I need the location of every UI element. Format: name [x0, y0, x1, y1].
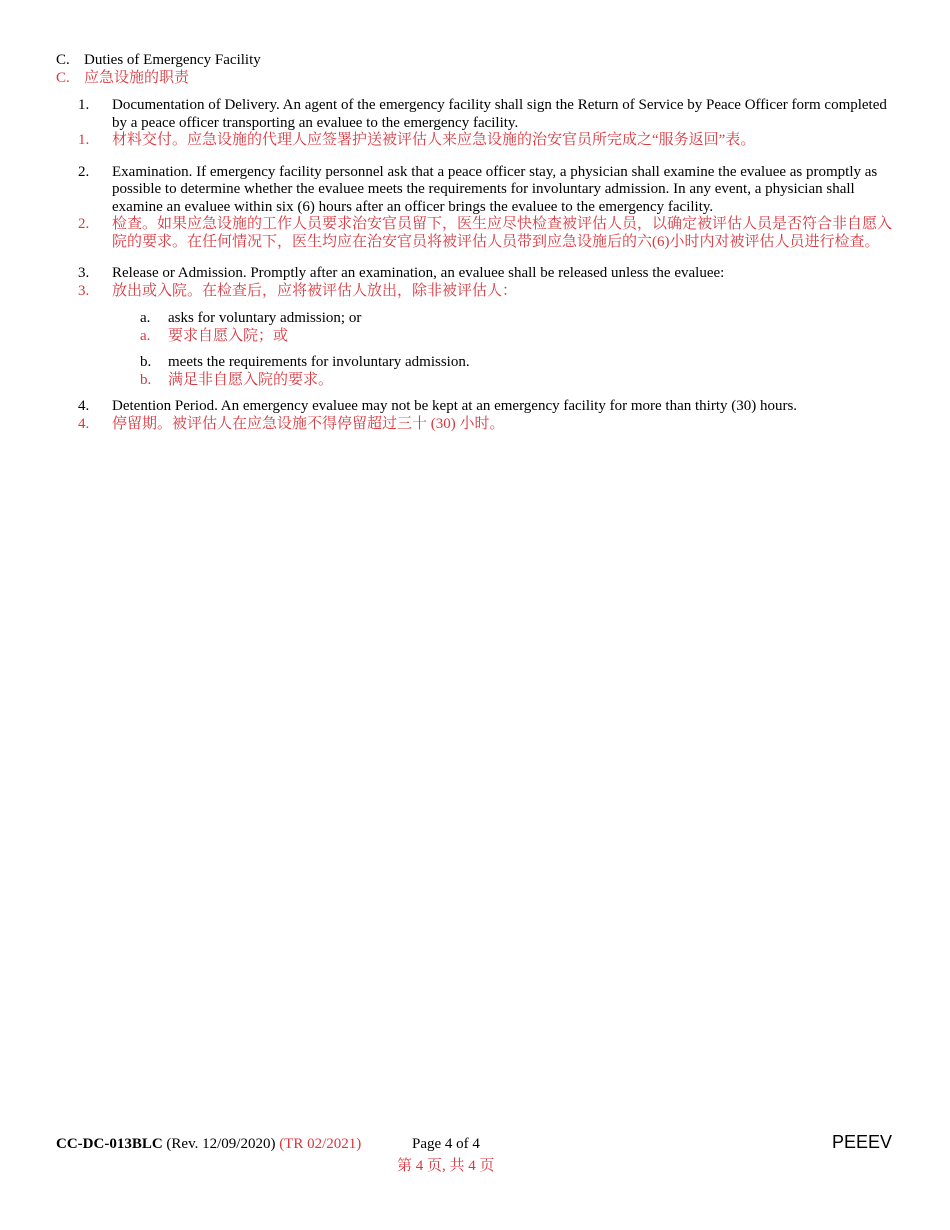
form-id: CC-DC-013BLC: [56, 1136, 163, 1152]
sub-item-letter-zh: b.: [140, 371, 152, 388]
list-item: [56, 97, 896, 150]
sub-item-zh: [56, 328, 896, 346]
form-code: PEEEV: [831, 1132, 892, 1152]
item-text-zh: 停留期。被评估人在应急设施不得停留超过三十 (30) 小时。: [112, 415, 505, 432]
item-text-zh: 检查。如果应急设施的工作人员要求治安官员留下，医生应尽快检查被评估人员，以确定被评估人员是否符合非自愿入院的要求。在任何情况下，医生均应在治安官员将被评估人员带到应急设施后的六(6)小时内对被评估人员进行检查。: [112, 216, 893, 250]
page-number-en: Page 4 of 4: [412, 1136, 480, 1152]
sub-item-text-zh: 满足非自愿入院的要求。: [168, 371, 334, 388]
item-text-zh: 放出或入院。在检查后，应将被评估人放出，除非被评估人：: [112, 282, 518, 299]
sub-item-letter-zh: a.: [140, 327, 151, 344]
item-number-zh: 3.: [78, 282, 90, 299]
section-letter-zh: C.: [56, 69, 70, 86]
item-en: [56, 97, 896, 132]
list-item: [56, 265, 896, 389]
sub-item-en: [56, 354, 896, 372]
item-number-zh: 1.: [78, 132, 90, 148]
form-revision: [56, 1136, 361, 1153]
item-number-zh: 2.: [78, 216, 90, 232]
section-letter-en: C.: [56, 52, 70, 68]
list-item: [56, 398, 896, 433]
sub-item-text-en: meets the requirements for involuntary admission.: [168, 354, 470, 370]
sub-item-text-en: asks for voluntary admission; or: [168, 310, 362, 326]
revision-date: (Rev. 12/09/2020): [166, 1136, 276, 1152]
sub-item-zh: [56, 372, 896, 390]
document-body: [56, 52, 896, 433]
page-footer: [56, 1132, 896, 1176]
page-number-zh: 第 4 页, 共 4 页: [397, 1158, 495, 1174]
item-en: [56, 398, 896, 416]
list-item: [56, 164, 896, 252]
section-heading-en: [56, 52, 896, 70]
item-number: 4.: [78, 398, 90, 414]
item-number: 1.: [78, 97, 90, 113]
section-title-zh: 应急设施的职责: [84, 69, 190, 86]
section-heading-zh: [56, 70, 896, 88]
item-zh: [56, 132, 896, 150]
item-text-en: Documentation of Delivery. An agent of the emergency facility shall sign the Return of Service by Peace Officer form completed by a peace officer transporting an evaluee to the emergency facility.: [112, 97, 887, 131]
item-text-en: Release or Admission. Promptly after an examination, an evaluee shall be released unless the evaluee:: [112, 265, 725, 281]
sub-item-letter: b.: [140, 354, 152, 370]
item-number: 3.: [78, 265, 90, 281]
translation-revision: (TR 02/2021): [279, 1136, 362, 1152]
item-en: [56, 265, 896, 283]
item-zh: [56, 283, 896, 301]
sub-item-en: [56, 310, 896, 328]
section-title-en: Duties of Emergency Facility: [84, 52, 261, 68]
item-zh: [56, 416, 896, 434]
item-en: [56, 164, 896, 217]
item-number-zh: 4.: [78, 415, 90, 432]
sub-item-letter: a.: [140, 310, 151, 326]
item-zh: [56, 216, 896, 251]
item-text-en: Examination. If emergency facility personnel ask that a peace officer stay, a physician shall examine the evaluee as promptly as possible to determine whether the evaluee meets the requirements for involuntary admission. In any event, a physician shall examine an evaluee within six (6) hours after an officer brings the evaluee to the emergency facility.: [112, 163, 878, 215]
item-text-zh: 材料交付。应急设施的代理人应签署护送被评估人来应急设施的治安官员所完成之“服务返回”表。: [112, 132, 756, 148]
sub-item-text-zh: 要求自愿入院；或: [168, 327, 289, 344]
sub-list-item: [56, 310, 896, 345]
item-number: 2.: [78, 163, 90, 180]
sub-list-item: [56, 354, 896, 389]
item-text-en: Detention Period. An emergency evaluee may not be kept at an emergency facility for more than thirty (30) hours.: [112, 398, 798, 414]
